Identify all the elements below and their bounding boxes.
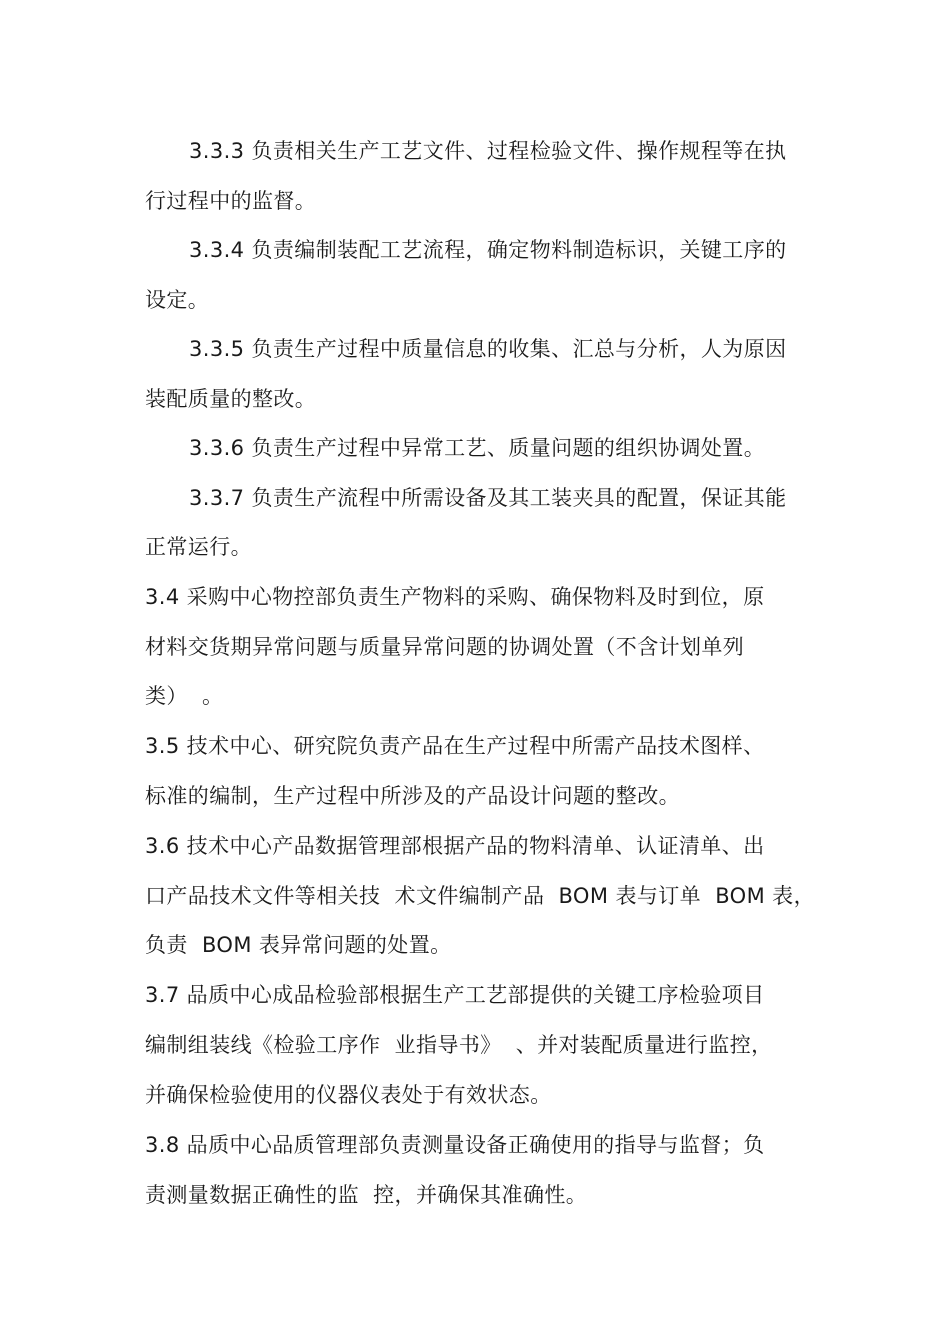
text-line-3-8: 3.8 品质中心品质管理部负责测量设备正确使用的指导与监督；负 bbox=[145, 1133, 765, 1157]
text-line-3-3-4-cont: 设定。 bbox=[145, 288, 210, 312]
text-line-3-3-3-cont: 行过程中的监督。 bbox=[145, 189, 317, 213]
text-line-3-4-cont-1: 材料交货期异常问题与质量异常问题的协调处置（不含计划单列 bbox=[145, 635, 745, 659]
text-line-3-3-7-cont: 正常运行。 bbox=[145, 535, 252, 559]
text-line-3-6-cont-1: 口产品技术文件等相关技 术文件编制产品 BOM 表与订单 BOM 表， bbox=[145, 884, 815, 908]
text-line-3-3-5-cont: 装配质量的整改。 bbox=[145, 387, 317, 411]
text-line-3-8-cont: 责测量数据正确性的监 控，并确保其准确性。 bbox=[145, 1183, 588, 1207]
text-line-3-7-cont-1: 编制组装线《检验工序作 业指导书》 、并对装配质量进行监控， bbox=[145, 1033, 773, 1057]
text-line-3-3-3: 3.3.3 负责相关生产工艺文件、过程检验文件、操作规程等在执 bbox=[189, 139, 787, 163]
text-line-3-6-cont-2: 负责 BOM 表异常问题的处置。 bbox=[145, 933, 452, 957]
text-line-3-7: 3.7 品质中心成品检验部根据生产工艺部提供的关键工序检验项目 bbox=[145, 983, 765, 1007]
text-line-3-4-cont-2: 类） 。 bbox=[145, 684, 224, 708]
text-line-3-3-6: 3.3.6 负责生产过程中异常工艺、质量问题的组织协调处置。 bbox=[189, 436, 766, 460]
text-line-3-5-cont: 标准的编制，生产过程中所涉及的产品设计问题的整改。 bbox=[145, 784, 680, 808]
text-line-3-6: 3.6 技术中心产品数据管理部根据产品的物料清单、认证清单、出 bbox=[145, 834, 765, 858]
text-line-3-3-7: 3.3.7 负责生产流程中所需设备及其工装夹具的配置，保证其能 bbox=[189, 486, 787, 510]
text-line-3-4: 3.4 采购中心物控部负责生产物料的采购、确保物料及时到位，原 bbox=[145, 585, 765, 609]
text-line-3-3-4: 3.3.4 负责编制装配工艺流程，确定物料制造标识，关键工序的 bbox=[189, 238, 787, 262]
text-line-3-7-cont-2: 并确保检验使用的仪器仪表处于有效状态。 bbox=[145, 1083, 552, 1107]
text-line-3-5: 3.5 技术中心、研究院负责产品在生产过程中所需产品技术图样、 bbox=[145, 734, 765, 758]
text-line-3-3-5: 3.3.5 负责生产过程中质量信息的收集、汇总与分析，人为原因 bbox=[189, 337, 787, 361]
